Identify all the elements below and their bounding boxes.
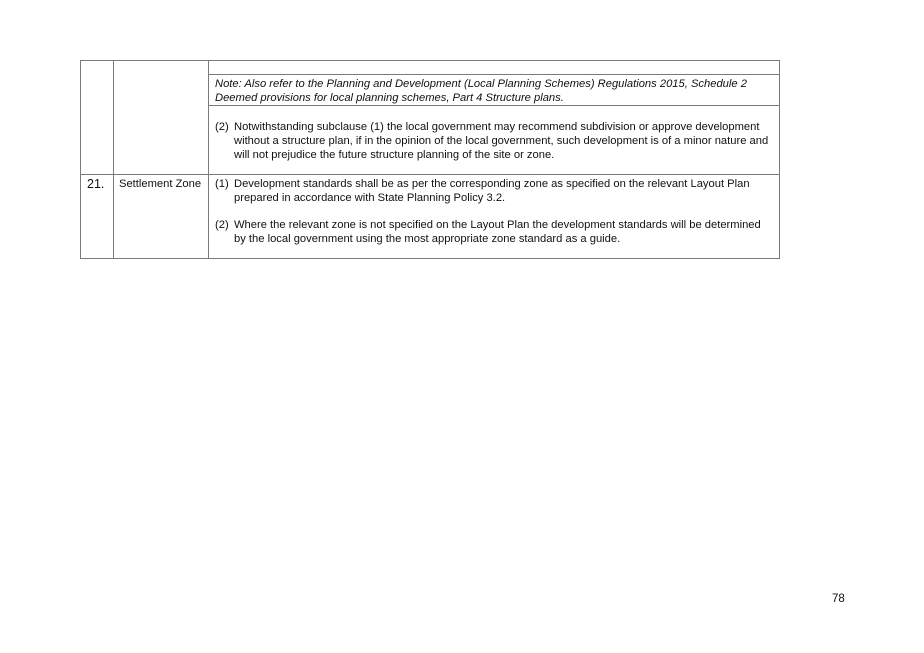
- clause-number: (2): [215, 121, 229, 133]
- zone-name: Settlement Zone: [119, 178, 202, 190]
- clause-number: (2): [215, 219, 229, 231]
- column-divider: [113, 61, 114, 258]
- row-divider: [208, 105, 779, 106]
- provisions-table: [80, 60, 780, 259]
- clause-2-continuation: [215, 120, 775, 162]
- row-divider: [208, 74, 779, 75]
- clause-2: [215, 218, 775, 246]
- clause-text: Where the relevant zone is not specified on the Layout Plan the development standards will be determined by the local government using the most appropriate zone standard as a guide.: [234, 219, 761, 245]
- row-divider: [81, 174, 779, 175]
- page-number: 78: [832, 593, 845, 605]
- clause-text: Notwithstanding subclause (1) the local government may recommend subdivision or approve development without a structure plan, if in the opinion of the local government, such development is of a minor nature and will not prejudice the future structure planning of the site or zone.: [234, 121, 769, 161]
- clause-text: Development standards shall be as per the corresponding zone as specified on the relevant Layout Plan prepared in accordance with State Planning Policy 3.2.: [234, 178, 750, 204]
- clause-number: (1): [215, 178, 229, 190]
- row-number: 21.: [87, 177, 105, 191]
- clause-1: [215, 177, 775, 205]
- column-divider: [208, 61, 209, 258]
- structure-plan-note: Note: Also refer to the Planning and Development (Local Planning Schemes) Regulations 2015, Schedule 2 Deemed provisions for local planning schemes, Part 4 Structure plans.: [215, 78, 747, 104]
